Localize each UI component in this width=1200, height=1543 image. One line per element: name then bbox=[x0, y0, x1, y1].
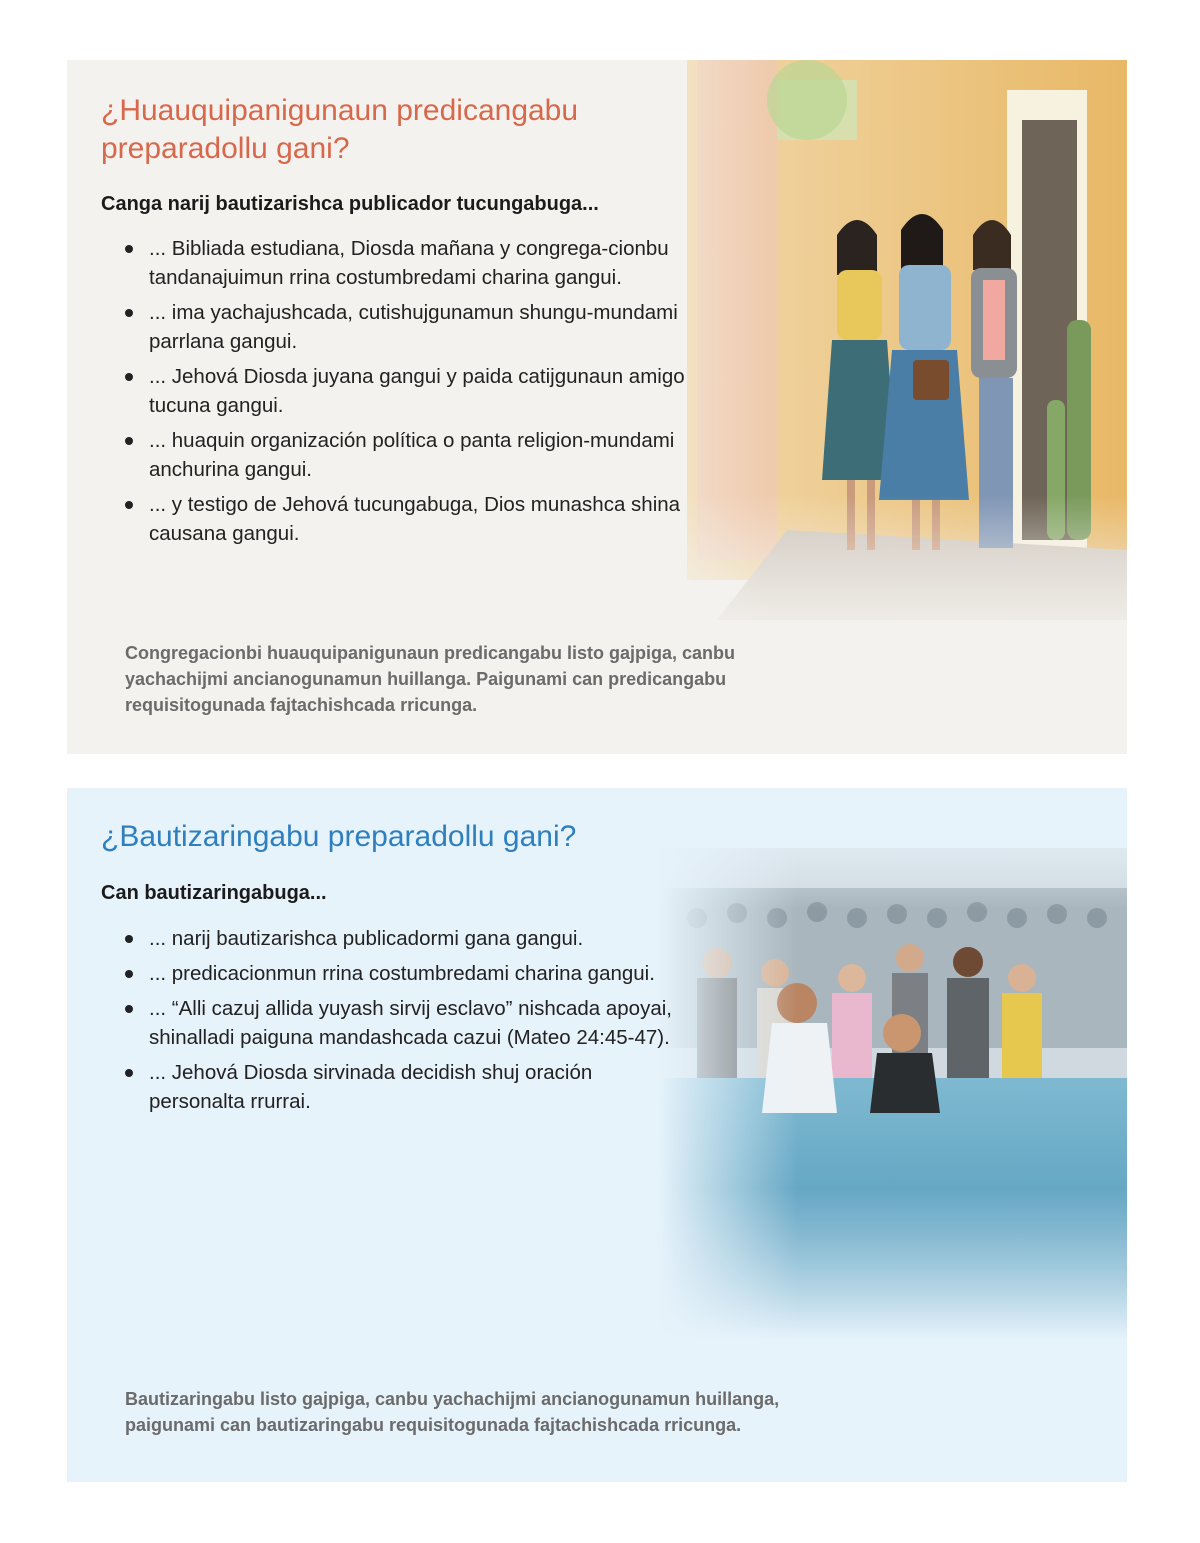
requirements-list bbox=[125, 924, 685, 1122]
list-item bbox=[125, 1058, 685, 1116]
list-item bbox=[125, 994, 685, 1052]
requirements-list bbox=[125, 234, 685, 554]
list-item-text: ... Jehová Diosda sirvinada decidish shuj oración personalta rrurrai. bbox=[149, 1061, 593, 1113]
section-title: ¿Huauquipanigunaun predicangabu preparadollu gani? bbox=[101, 94, 579, 165]
section-lead: Canga narij bautizarishca publicador tucungabuga... bbox=[101, 193, 599, 215]
publisher-panel bbox=[67, 60, 1127, 754]
baptism-panel bbox=[67, 788, 1127, 1482]
bullet-icon bbox=[125, 1005, 133, 1013]
list-item bbox=[125, 298, 685, 356]
section-note: Bautizaringabu listo gajpiga, canbu yachachijmi ancianogunamun huillanga, paigunami can bautizaringabu requisitogunada fajtachishcada rricunga. bbox=[125, 1389, 780, 1435]
section-note: Congregacionbi huauquipanigunaun predicangabu listo gajpiga, canbu yachachijmi ancianogunamun huillanga. Paigunami can predicangabu requisitogunada fajtachishcada rricunga. bbox=[125, 643, 736, 715]
list-item-text: ... ima yachajushcada, cutishujgunamun shungu-mundami parrlana gangui. bbox=[149, 301, 678, 353]
bullet-icon bbox=[125, 437, 133, 445]
bullet-icon bbox=[125, 970, 133, 978]
bullet-icon bbox=[125, 245, 133, 253]
bullet-icon bbox=[125, 935, 133, 943]
list-item-text: ... huaquin organización política o panta religion-mundami anchurina gangui. bbox=[149, 429, 675, 481]
section-lead: Can bautizaringabuga... bbox=[101, 882, 327, 904]
list-item bbox=[125, 362, 685, 420]
bullet-icon bbox=[125, 309, 133, 317]
baptism-illustration bbox=[657, 808, 1127, 1368]
list-item bbox=[125, 924, 685, 953]
list-item bbox=[125, 234, 685, 292]
list-item-text: ... Jehová Diosda juyana gangui y paida catijgunaun amigo tucuna gangui. bbox=[149, 365, 685, 417]
list-item-text: ... Bibliada estudiana, Diosda mañana y congrega-cionbu tandanajuimun rrina costumbredami charina gangui. bbox=[149, 237, 669, 289]
list-item-text: ... “Alli cazuj allida yuyash sirvij esclavo” nishcada apoyai, shinalladi paiguna mandashcada cazui (Mateo 24:45-47). bbox=[149, 997, 672, 1049]
list-item bbox=[125, 490, 685, 548]
list-item-text: ... y testigo de Jehová tucungabuga, Dios munashca shina causana gangui. bbox=[149, 493, 681, 545]
bullet-icon bbox=[125, 1069, 133, 1077]
list-item-text: ... predicacionmun rrina costumbredami charina gangui. bbox=[149, 962, 655, 985]
list-item bbox=[125, 959, 685, 988]
list-item-text: ... narij bautizarishca publicadormi gana gangui. bbox=[149, 927, 584, 950]
bullet-icon bbox=[125, 373, 133, 381]
list-item bbox=[125, 426, 685, 484]
bullet-icon bbox=[125, 501, 133, 509]
section-title: ¿Bautizaringabu preparadollu gani? bbox=[101, 820, 577, 853]
